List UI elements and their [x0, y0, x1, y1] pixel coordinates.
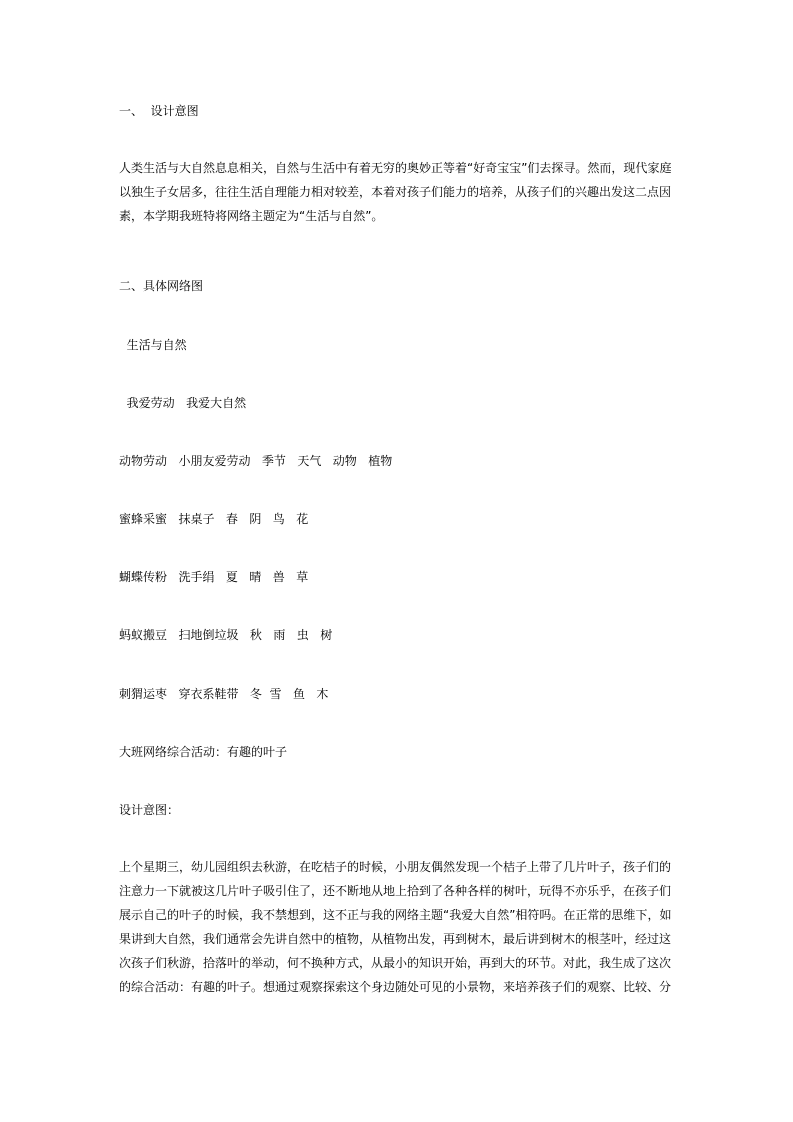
paragraph-line: 注意力一下就被这几片叶子吸引住了，还不断地从地上拾到了各种各样的树叶，玩得不亦乐乎，在孩子们: [119, 884, 672, 898]
design-intent-paragraph: [119, 855, 675, 999]
network-row: 蜜蜂采蜜 抹桌子 春 阴 鸟 花: [119, 512, 309, 526]
network-level-1: 我爱劳动 我爱大自然: [119, 396, 247, 410]
network-row: 刺猬运枣 穿衣系鞋带 冬 雪 鱼 木: [119, 687, 329, 701]
paragraph-line: 果讲到大自然，我们通常会先讲自然中的植物，从植物出发，再到树木，最后讲到树木的根茎叶，经过这: [119, 932, 672, 946]
section-1-heading: 一、 设计意图: [119, 104, 199, 118]
network-root: 生活与自然: [119, 338, 187, 352]
paragraph-line: 以独生子女居多，往往生活自理能力相对较差，本着对孩子们能力的培养，从孩子们的兴趣出发这二点因: [119, 185, 672, 199]
paragraph-line: 次孩子们秋游，拾落叶的举动，何不换种方式，从最小的知识开始，再到大的环节。对此，我生成了这次: [119, 956, 672, 970]
activity-title: 大班网络综合活动：有趣的叶子: [119, 745, 288, 759]
section-1-paragraph: [119, 156, 675, 228]
paragraph-line: 展示自己的叶子的时候，我不禁想到，这不正与我的网络主题“我爱大自然”相符吗。在正常的思维下，如: [119, 908, 672, 922]
section-2-heading: 二、具体网络图: [119, 279, 204, 293]
paragraph-line: 素，本学期我班特将网络主题定为“生活与自然”。: [119, 209, 384, 223]
network-row: 蝴蝶传粉 洗手绢 夏 晴 兽 草: [119, 570, 309, 584]
design-intent-heading: 设计意图：: [119, 803, 180, 817]
paragraph-line: 上个星期三，幼儿园组织去秋游，在吃桔子的时候，小朋友偶然发现一个桔子上带了几片叶子，孩子们的: [119, 860, 672, 874]
network-row: 动物劳动 小朋友爱劳动 季节 天气 动物 植物: [119, 454, 393, 468]
paragraph-line: 人类生活与大自然息息相关，自然与生活中有着无穷的奥妙正等着“好奇宝宝”们去探寻。然而，现代家庭: [119, 161, 672, 175]
network-row: 蚂蚁搬豆 扫地倒垃圾 秋 雨 虫 树: [119, 628, 333, 642]
paragraph-line: 的综合活动：有趣的叶子。想通过观察探索这个身边随处可见的小景物，来培养孩子们的观察、比较、分: [119, 980, 672, 994]
